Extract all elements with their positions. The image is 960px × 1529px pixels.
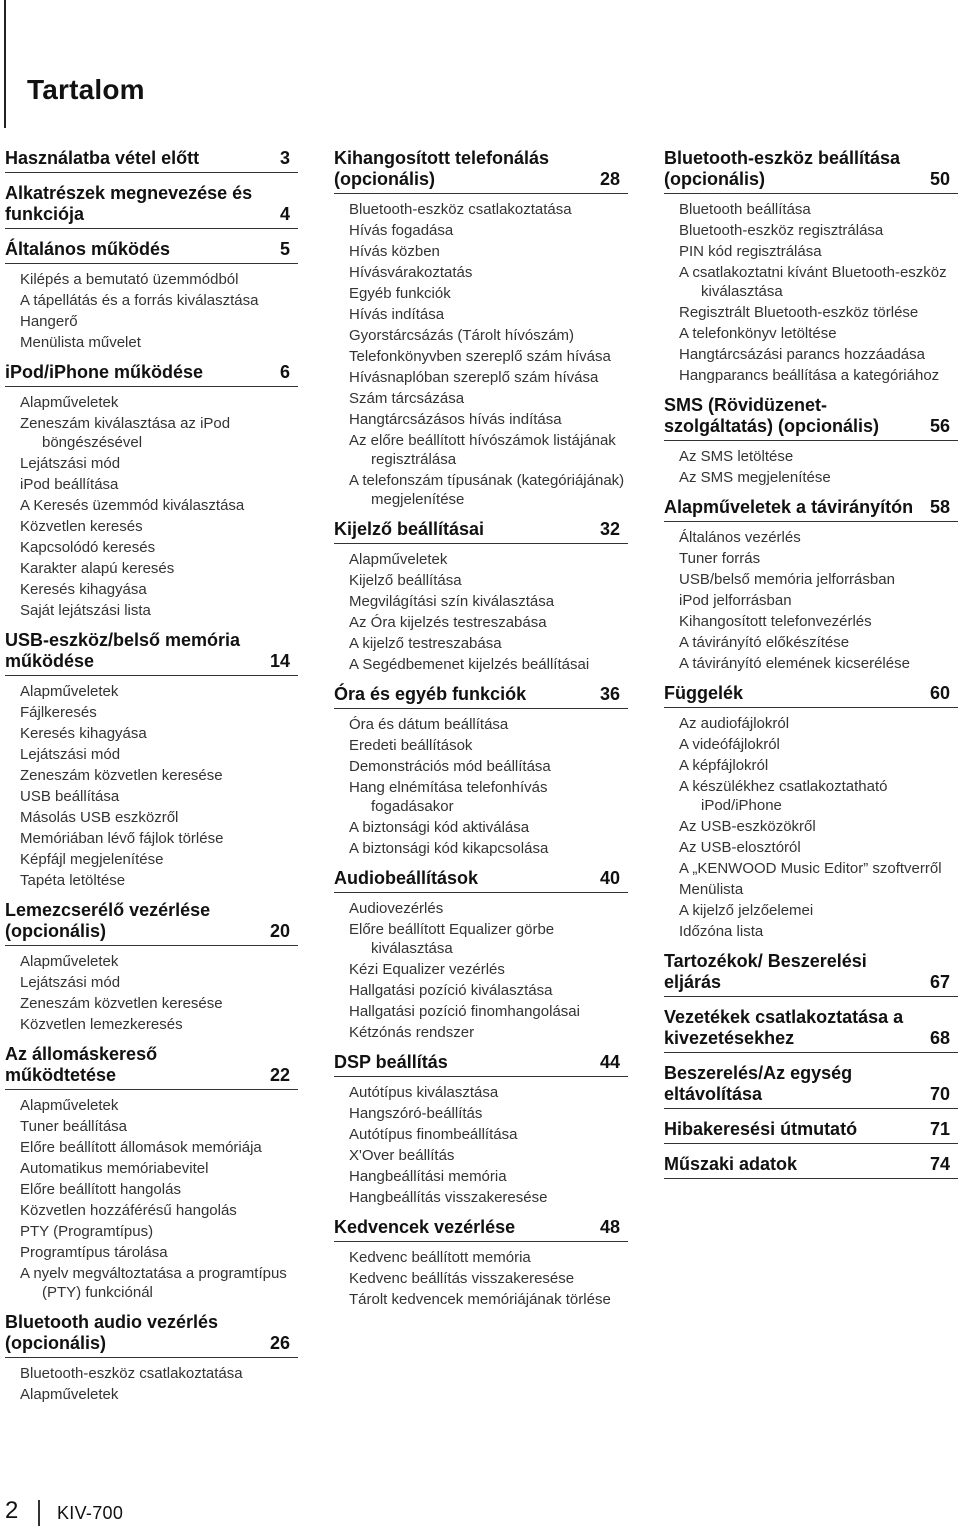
- toc-item[interactable]: Az audiofájlokról: [679, 715, 790, 732]
- toc-section: [334, 868, 628, 1042]
- toc-item[interactable]: Az SMS megjelenítése: [679, 469, 831, 486]
- section-item-list: [334, 1248, 628, 1309]
- toc-item[interactable]: Audiovezérlés: [349, 900, 444, 917]
- section-title: Hibakeresési útmutató: [664, 1119, 858, 1139]
- toc-item[interactable]: Egyéb funkciók: [349, 285, 451, 302]
- toc-item[interactable]: Memóriában lévő fájlok törlése: [20, 830, 224, 847]
- section-title: Általános működés: [5, 239, 171, 259]
- toc-item[interactable]: Keresés kihagyása: [20, 725, 147, 742]
- section-item-list: [5, 270, 298, 352]
- section-title: Óra és egyéb funkciók: [334, 684, 527, 704]
- toc-item[interactable]: Kedvenc beállítás visszakeresése: [349, 1270, 575, 1287]
- toc-item[interactable]: A távirányító előkészítése: [679, 634, 850, 651]
- section-title: Kijelző beállításai: [334, 519, 485, 539]
- toc-item[interactable]: Hívás közben: [349, 243, 440, 260]
- section-page-number: 50: [929, 169, 950, 189]
- toc-item[interactable]: USB/belső memória jelforrásban: [679, 571, 895, 588]
- toc-item[interactable]: Az előre beállított hívószámok listájának regisztrálása: [349, 432, 616, 468]
- section-item-list: [664, 714, 958, 941]
- toc-item[interactable]: PIN kód regisztrálása: [679, 243, 822, 260]
- toc-item[interactable]: Hívás indítása: [349, 306, 445, 323]
- toc-item[interactable]: Hangbeállítás visszakeresése: [349, 1189, 548, 1206]
- toc-item[interactable]: Előre beállított hangolás: [20, 1181, 181, 1198]
- section-page-number: 56: [929, 416, 950, 436]
- toc-item[interactable]: A nyelv megváltoztatása a programtípus (PTY) funkciónál: [20, 1265, 287, 1301]
- toc-section: [664, 951, 958, 997]
- toc-item[interactable]: Előre beállított Equalizer görbe kiválasztása: [349, 921, 555, 957]
- toc-item[interactable]: A képfájlokról: [679, 757, 769, 774]
- toc-section: [334, 1052, 628, 1207]
- toc-item[interactable]: Szám tárcsázása: [349, 390, 465, 407]
- toc-item[interactable]: Tuner forrás: [679, 550, 761, 567]
- section-page-number: 3: [279, 148, 290, 168]
- toc-section: [664, 1063, 958, 1109]
- toc-item[interactable]: Megvilágítási szín kiválasztása: [349, 593, 555, 610]
- toc-section: [664, 497, 958, 673]
- section-item-list: [334, 715, 628, 858]
- toc-item[interactable]: Kihangosított telefonvezérlés: [679, 613, 872, 630]
- section-heading[interactable]: [664, 497, 958, 522]
- toc-item[interactable]: iPod beállítása: [20, 476, 119, 493]
- section-title: Tartozékok/ Beszerelési eljárás: [664, 951, 867, 992]
- footer-rule: [38, 1500, 40, 1526]
- section-heading[interactable]: [664, 951, 958, 997]
- toc-item[interactable]: A telefonkönyv letöltése: [679, 325, 837, 342]
- toc-item[interactable]: Tárolt kedvencek memóriájának törlése: [349, 1291, 611, 1308]
- section-heading[interactable]: [334, 1217, 628, 1242]
- section-heading[interactable]: [664, 395, 958, 441]
- section-page-number: 74: [929, 1154, 950, 1174]
- section-title: Alapműveletek a távirányítón: [664, 497, 914, 517]
- section-heading[interactable]: [664, 1007, 958, 1053]
- toc-item[interactable]: Hangszóró-beállítás: [349, 1105, 483, 1122]
- toc-item[interactable]: Az Óra kijelzés testreszabása: [349, 614, 547, 631]
- section-item-list: [5, 1096, 298, 1302]
- toc-item[interactable]: Autótípus kiválasztása: [349, 1084, 499, 1101]
- toc-item[interactable]: Alapműveletek: [20, 953, 119, 970]
- toc-item[interactable]: Fájlkeresés: [20, 704, 97, 721]
- section-page-number: 22: [269, 1065, 290, 1085]
- model-name: KIV-700: [57, 1503, 124, 1523]
- toc-item[interactable]: iPod jelforrásban: [679, 592, 792, 609]
- section-title: SMS (Rövidüzenet-szolgáltatás) (opcionális): [664, 395, 880, 436]
- toc-item[interactable]: A Keresés üzemmód kiválasztása: [20, 497, 245, 514]
- section-page-number: 60: [929, 683, 950, 703]
- section-page-number: 4: [279, 204, 290, 224]
- toc-item[interactable]: PTY (Programtípus): [20, 1223, 154, 1240]
- toc-item[interactable]: Hallgatási pozíció kiválasztása: [349, 982, 553, 999]
- toc-item[interactable]: Alapműveletek: [20, 1097, 119, 1114]
- toc-item[interactable]: A kijelző jelzőelemei: [679, 902, 814, 919]
- toc-item[interactable]: Saját lejátszási lista: [20, 602, 151, 619]
- section-item-list: [5, 682, 298, 890]
- toc-section: [664, 683, 958, 941]
- toc-item[interactable]: Időzóna lista: [679, 923, 764, 940]
- section-item-list: [334, 200, 628, 509]
- toc-item[interactable]: Közvetlen keresés: [20, 518, 143, 535]
- toc-section: [334, 1217, 628, 1309]
- toc-item[interactable]: Képfájl megjelenítése: [20, 851, 164, 868]
- toc-item[interactable]: Menülista: [679, 881, 744, 898]
- toc-item[interactable]: Kedvenc beállított memória: [349, 1249, 531, 1266]
- toc-section: [5, 239, 298, 352]
- toc-item[interactable]: Az USB-elosztóról: [679, 839, 801, 856]
- section-title: Bluetooth audio vezérlés (opcionális): [5, 1312, 219, 1353]
- toc-section: [664, 148, 958, 385]
- toc-item[interactable]: Tuner beállítása: [20, 1118, 128, 1135]
- header-rule: [4, 0, 6, 128]
- section-heading[interactable]: [334, 1052, 628, 1077]
- toc-item[interactable]: Zeneszám kiválasztása az iPod böngészésével: [20, 415, 231, 451]
- section-page-number: 36: [599, 684, 620, 704]
- toc-column-3: [664, 148, 958, 1189]
- toc-item[interactable]: Hang elnémítása telefonhívás fogadásakor: [349, 779, 548, 815]
- toc-section: [664, 1007, 958, 1053]
- toc-item[interactable]: Alapműveletek: [349, 551, 448, 568]
- toc-item[interactable]: Keresés kihagyása: [20, 581, 147, 598]
- section-heading[interactable]: [664, 683, 958, 708]
- section-title: Lemezcserélő vezérlése (opcionális): [5, 900, 211, 941]
- section-page-number: 20: [269, 921, 290, 941]
- section-item-list: [5, 1364, 298, 1404]
- section-heading[interactable]: [5, 630, 298, 676]
- toc-item[interactable]: Hangparancs beállítása a kategóriához: [679, 367, 940, 384]
- toc-section: [5, 148, 298, 173]
- page-number: 2: [5, 1497, 19, 1524]
- toc-item[interactable]: Bluetooth beállítása: [679, 201, 811, 218]
- toc-item[interactable]: Automatikus memóriabevitel: [20, 1160, 209, 1177]
- section-heading[interactable]: [664, 1063, 958, 1109]
- section-heading[interactable]: [5, 1312, 298, 1358]
- section-title: Kedvencek vezérlése: [334, 1217, 516, 1237]
- section-page-number: 68: [929, 1028, 950, 1048]
- toc-section: [334, 519, 628, 674]
- section-title: Alkatrészek megnevezése és funkciója: [5, 183, 253, 224]
- toc-item[interactable]: Óra és dátum beállítása: [349, 716, 509, 733]
- section-item-list: [334, 899, 628, 1042]
- section-heading[interactable]: [5, 148, 298, 173]
- section-page-number: 28: [599, 169, 620, 189]
- toc-item[interactable]: Általános vezérlés: [679, 529, 801, 546]
- section-heading[interactable]: [664, 1154, 958, 1179]
- toc-item[interactable]: Hallgatási pozíció finomhangolásai: [349, 1003, 580, 1020]
- section-page-number: 48: [599, 1217, 620, 1237]
- section-page-number: 14: [269, 651, 290, 671]
- toc-section: [334, 684, 628, 858]
- toc-item[interactable]: Alapműveletek: [20, 1386, 119, 1403]
- toc-item[interactable]: Regisztrált Bluetooth-eszköz törlése: [679, 304, 919, 321]
- toc-item[interactable]: Hangerő: [20, 313, 78, 330]
- section-page-number: 58: [929, 497, 950, 517]
- toc-item[interactable]: Hangtárcsázásos hívás indítása: [349, 411, 562, 428]
- toc-item[interactable]: Hívásvárakoztatás: [349, 264, 473, 281]
- toc-section: [664, 1119, 958, 1144]
- toc-item[interactable]: A „KENWOOD Music Editor” szoftverről: [679, 860, 942, 877]
- section-page-number: 67: [929, 972, 950, 992]
- section-title: iPod/iPhone működése: [5, 362, 204, 382]
- section-heading[interactable]: [5, 239, 298, 264]
- toc-item[interactable]: Lejátszási mód: [20, 455, 121, 472]
- toc-section: [664, 395, 958, 487]
- toc-column-2: [334, 148, 628, 1319]
- section-item-list: [664, 447, 958, 487]
- section-title: Bluetooth-eszköz beállítása (opcionális): [664, 148, 901, 189]
- toc-item[interactable]: Programtípus tárolása: [20, 1244, 168, 1261]
- toc-item[interactable]: A biztonsági kód kikapcsolása: [349, 840, 549, 857]
- section-page-number: 5: [279, 239, 290, 259]
- section-heading[interactable]: [334, 148, 628, 194]
- section-heading[interactable]: [5, 362, 298, 387]
- toc-item[interactable]: Eredeti beállítások: [349, 737, 473, 754]
- section-item-list: [664, 200, 958, 385]
- toc-section: [5, 1044, 298, 1302]
- toc-item[interactable]: Bluetooth-eszköz csatlakoztatása: [349, 201, 572, 218]
- section-page-number: 71: [929, 1119, 950, 1139]
- section-title: Műszaki adatok: [664, 1154, 798, 1174]
- toc-item[interactable]: Alapműveletek: [20, 683, 119, 700]
- section-heading[interactable]: [334, 684, 628, 709]
- section-title: USB-eszköz/belső memória működése: [5, 630, 241, 671]
- toc-item[interactable]: Zeneszám közvetlen keresése: [20, 995, 223, 1012]
- toc-item[interactable]: Másolás USB eszközről: [20, 809, 179, 826]
- section-heading[interactable]: [334, 868, 628, 893]
- toc-item[interactable]: Előre beállított állomások memóriája: [20, 1139, 262, 1156]
- section-heading[interactable]: [664, 148, 958, 194]
- toc-section: [5, 630, 298, 890]
- toc-section: [5, 1312, 298, 1404]
- toc-item[interactable]: Kilépés a bemutató üzemmódból: [20, 271, 239, 288]
- section-heading[interactable]: [5, 900, 298, 946]
- section-title: Vezetékek csatlakoztatása a kivezetésekhez: [664, 1007, 904, 1048]
- toc-item[interactable]: A tápellátás és a forrás kiválasztása: [20, 292, 259, 309]
- toc-item[interactable]: Telefonkönyvben szereplő szám hívása: [349, 348, 611, 365]
- toc-item[interactable]: Hangtárcsázási parancs hozzáadása: [679, 346, 925, 363]
- toc-item[interactable]: Közvetlen hozzáférésű hangolás: [20, 1202, 237, 1219]
- section-heading[interactable]: [334, 519, 628, 544]
- section-title: Használatba vétel előtt: [5, 148, 200, 168]
- toc-section: [5, 362, 298, 620]
- toc-item[interactable]: A Segédbemenet kijelzés beállításai: [349, 656, 590, 673]
- toc-item[interactable]: A kijelző testreszabása: [349, 635, 502, 652]
- toc-item[interactable]: Hangbeállítási memória: [349, 1168, 507, 1185]
- toc-item[interactable]: Kétzónás rendszer: [349, 1024, 475, 1041]
- toc-item[interactable]: A készülékhez csatlakoztatható iPod/iPhone: [679, 778, 888, 814]
- section-heading[interactable]: [5, 1044, 298, 1090]
- section-page-number: 40: [599, 868, 620, 888]
- toc-section: [5, 183, 298, 229]
- section-page-number: 26: [269, 1333, 290, 1353]
- toc-section: [5, 900, 298, 1034]
- section-page-number: 44: [599, 1052, 620, 1072]
- toc-item[interactable]: X'Over beállítás: [349, 1147, 455, 1164]
- toc-item[interactable]: A távirányító elemének kicserélése: [679, 655, 910, 672]
- section-page-number: 6: [279, 362, 290, 382]
- section-title: Az állomáskereső működtetése: [5, 1044, 158, 1085]
- toc-item[interactable]: Gyorstárcsázás (Tárolt hívószám): [349, 327, 575, 344]
- toc-item[interactable]: Az SMS letöltése: [679, 448, 794, 465]
- toc-item[interactable]: Az USB-eszközökről: [679, 818, 816, 835]
- section-item-list: [5, 952, 298, 1034]
- toc-item[interactable]: Autótípus finombeállítása: [349, 1126, 518, 1143]
- section-item-list: [5, 393, 298, 620]
- section-item-list: [664, 528, 958, 673]
- toc-item[interactable]: Alapműveletek: [20, 394, 119, 411]
- toc-item[interactable]: Demonstrációs mód beállítása: [349, 758, 551, 775]
- section-heading[interactable]: [664, 1119, 958, 1144]
- toc-item[interactable]: USB beállítása: [20, 788, 120, 805]
- toc-item[interactable]: Karakter alapú keresés: [20, 560, 175, 577]
- section-title: Függelék: [664, 683, 744, 703]
- toc-item[interactable]: A csatlakoztatni kívánt Bluetooth-eszköz kiválasztása: [679, 264, 947, 300]
- section-page-number: 32: [599, 519, 620, 539]
- toc-item[interactable]: Lejátszási mód: [20, 974, 121, 991]
- toc-item[interactable]: Tapéta letöltése: [20, 872, 126, 889]
- page-title: Tartalom: [27, 74, 145, 105]
- toc-item[interactable]: Kijelző beállítása: [349, 572, 462, 589]
- section-title: DSP beállítás: [334, 1052, 448, 1072]
- toc-section: [334, 148, 628, 509]
- section-item-list: [334, 1083, 628, 1207]
- toc-item[interactable]: A biztonsági kód aktiválása: [349, 819, 530, 836]
- toc-item[interactable]: Bluetooth-eszköz csatlakoztatása: [20, 1365, 243, 1382]
- toc-item[interactable]: Kapcsolódó keresés: [20, 539, 156, 556]
- toc-item[interactable]: Lejátszási mód: [20, 746, 121, 763]
- toc-item[interactable]: Zeneszám közvetlen keresése: [20, 767, 223, 784]
- section-item-list: [334, 550, 628, 674]
- section-title: Audiobeállítások: [334, 868, 479, 888]
- section-title: Beszerelés/Az egység eltávolítása: [664, 1063, 853, 1104]
- toc-item[interactable]: A videófájlokról: [679, 736, 780, 753]
- section-heading[interactable]: [5, 183, 298, 229]
- toc-item[interactable]: Hívás fogadása: [349, 222, 454, 239]
- toc-section: [664, 1154, 958, 1179]
- toc-column-1: [5, 148, 298, 1414]
- toc-item[interactable]: Közvetlen lemezkeresés: [20, 1016, 183, 1033]
- section-title: Kihangosított telefonálás (opcionális): [334, 148, 550, 189]
- toc-item[interactable]: Kézi Equalizer vezérlés: [349, 961, 505, 978]
- toc-item[interactable]: Bluetooth-eszköz regisztrálása: [679, 222, 884, 239]
- toc-item[interactable]: Menülista művelet: [20, 334, 141, 351]
- toc-item[interactable]: Hívásnaplóban szereplő szám hívása: [349, 369, 599, 386]
- toc-item[interactable]: A telefonszám típusának (kategóriájának) megjelenítése: [349, 472, 625, 508]
- section-page-number: 70: [929, 1084, 950, 1104]
